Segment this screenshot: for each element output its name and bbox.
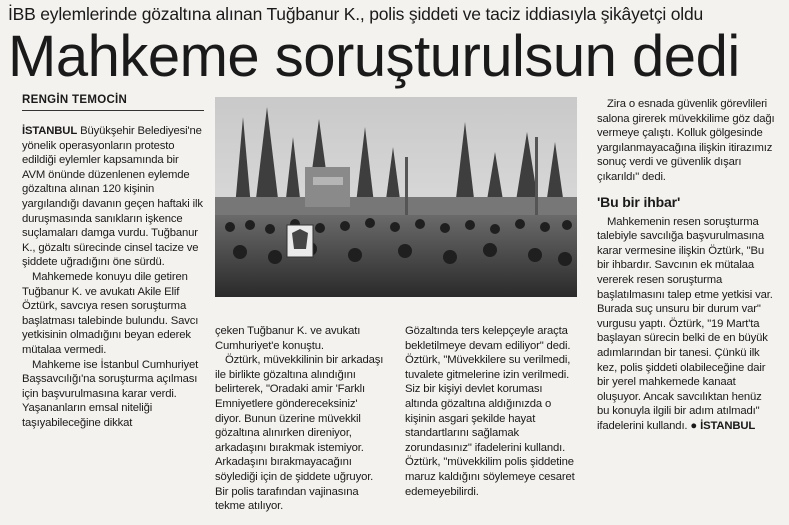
kicker: İBB eylemlerinde gözaltına alınan Tuğbanur K., polis şiddeti ve taciz iddiasıyla şikâyetçi oldu	[8, 4, 704, 24]
protest-photo	[215, 97, 577, 297]
paragraph: çeken Tuğbanur K. ve avukatı Cumhuriyet'e konuştu.	[215, 325, 361, 352]
paragraph-text: Büyükşehir Belediyesi'ne yönelik operasyonların protesto edildiği eylemler kapsamında bir AVM önünde düzenlenen eylemde gözaltına alınan 120 kişinin yargılandığı davanın geçen haftaki ilk duruşmasında sanıkların işkence suçlamaları damga vurdu. Tuğbanur K., gözaltı sürecinde cinsel tacize ve şiddete uğradığını öne sürdü.	[22, 125, 203, 269]
crowd-photo-image	[215, 97, 577, 297]
paragraph: Öztürk, müvekkilinin bir arkadaşı ile birlikte gözaltına alındığını belirterek, "Oradaki amir 'Farklı Emniyetlere göndereceksiniz' diyor. Bunun üzerine müvekkil gözaltına alınırken direniyor, arkadaşını bırakmak istemiyor. Arkadaşını bırakmayacağını söylediği için de şiddete uğruyor. Bir polis tarafından vajinasına tekme atılıyor.	[215, 354, 384, 513]
signoff: ● İSTANBUL	[690, 419, 756, 432]
paragraph-text: Mahkemenin resen soruşturma talebiyle savcılığa başvurulmasına karar vermesine ilişkin Öztürk, "Bu bir ihbardır. Savcının ek mütalaa vererek resen soruşturma başlatılmasını talep etme yetkisi var. Burada suç unsuru bir durum var" vurgusu yaptı. Öztürk, "19 Mart'ta başlayan sürecin belki de en büyük adımlarından bir tanesi. Çünkü ilk kez, polis şiddeti olabileceğine dair bir yerel mahkemede kanaat oluşuyor. Ancak savcılıktan henüz bu konuyla ilgili bir adım atılmadı" ifadelerini kullandı.	[597, 215, 773, 432]
column-1	[22, 124, 204, 430]
column-3	[405, 324, 575, 499]
paragraph: Zira o esnada güvenlik görevlileri salona girerek müvekkilime göz dağı vermeye çalıştı. Kolluk gölgesinde yargılanmayacağına ilişkin itirazımız sonuç verdi ve güvenlik dışarı çıkarıldı" dedi.	[597, 98, 775, 183]
paragraph: Mahkeme ise İstanbul Cumhuriyet Başsavcılığı'na soruşturma açılması için başvurulmasına karar verdi. Yaşananların emsal niteliği taşıyabileceğine dikkat	[22, 358, 199, 429]
column-2	[215, 324, 385, 514]
column-4	[597, 97, 775, 433]
byline: RENGİN TEMOCİN	[22, 94, 128, 106]
paragraph: Gözaltında ters kelepçeyle araçta bekletilmeye devam ediliyor" dedi. Öztürk, "Müvekkilere su verilmedi, tuvalete gitmelerine izin verilmedi. Siz bir kişiyi devlet koruması altında gözaltına aldığınızda o kişinin asgari şekilde hayat standartlarını sağlamak zorundasınız" ifadelerini kullandı. Öztürk, "müvekkilim polis şiddetine maruz kaldığını söylemeye cesaret edemeyebilirdi.	[405, 325, 575, 498]
paragraph: Mahkemede konuyu dile getiren Tuğbanur K. ve avukatı Akile Elif Öztürk, savcıya resen soruşturma başlatması talebinde bulundu. Savcı yetkisinin olmadığını beyan ederek mütalaa vermedi.	[22, 270, 199, 356]
dateline: İSTANBUL	[22, 125, 78, 137]
headline: Mahkeme soruşturulsun dedi	[8, 24, 740, 89]
subheading: 'Bu bir ihbar'	[597, 193, 681, 210]
byline-rule	[22, 110, 204, 111]
paragraph	[597, 215, 775, 434]
paragraph	[22, 124, 204, 270]
